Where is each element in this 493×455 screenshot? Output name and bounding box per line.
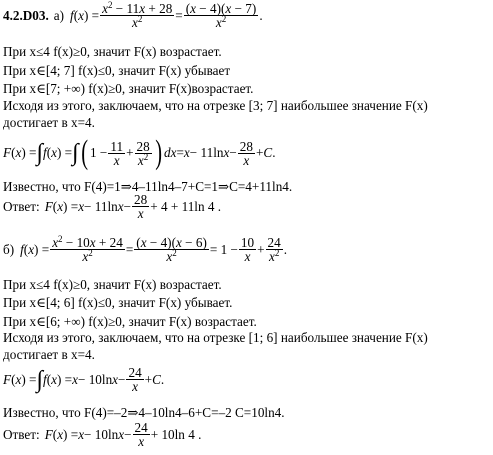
- part-b-formula: б) f ( x ) = $\frac{x^2 - 10x + 24}{x^2}$ = $\frac{(x - 4)(x - 6)}{x^2}$ = 1 − $\frac{10}{x}$ + $\frac{24}{x^2}$ .: [3, 234, 288, 264]
- part-b-label: б): [3, 241, 15, 257]
- part-b-line-1: При x≤4 f(x)≥0, значит F(x) возрастает.: [3, 277, 222, 292]
- part-b-line-6: Известно, что F(4)=–2⇒4–10ln4–6+C=–2 C=10ln4.: [3, 405, 285, 420]
- part-a-line-1: При x≤4 f(x)≥0, значит F(x) возрастает.: [3, 44, 222, 59]
- part-b-answer-label: Ответ:: [3, 426, 40, 442]
- part-a-label: а): [53, 7, 65, 23]
- part-a-line-5: достигает в x=4.: [3, 115, 95, 130]
- part-a-formula: 4.2.D03. а) f ( x ) = $\frac{x^2 - 11x + 28}{x^2}$ = $\frac{(x - 4)(x - 7)}{x^2}$ .: [3, 0, 263, 30]
- part-b-line-5: достигает в x=4.: [3, 347, 95, 362]
- part-a-answer-label: Ответ:: [3, 198, 40, 214]
- part-a-line-4: Исходя из этого, заключаем, что на отрезке [3; 7] наибольшее значение F(x): [3, 98, 428, 113]
- part-b-line-3: При x∈[6; +∞) f(x)≥0, значит F(x) возрастает.: [3, 314, 257, 329]
- part-a-line-6: Известно, что F(4)=1⇒4–11ln4–7+C=1⇒C=4+11ln4.: [3, 179, 293, 194]
- part-a-integral: F ( x ) = ∫ f ( x ) = ∫ ( 1 − $\frac{11}{x}$ + $\frac{28}{x^2}$ ) dx = x − 11ln x − $\frac{28}{x}$ + C .: [3, 134, 276, 171]
- part-b-answer: Ответ: F ( x ) = x − 10ln x − $\frac{24}{x}$ + 10ln 4 .: [3, 420, 202, 449]
- part-a-line-3: При x∈[7; +∞) f(x)≥0, значит F(x)возрастает.: [3, 81, 254, 96]
- part-a-answer: Ответ: F ( x ) = x − 11ln x − $\frac{28}{x}$ + 4 + 11ln 4 .: [3, 192, 222, 221]
- problem-number: 4.2.D03.: [3, 7, 49, 23]
- part-b-line-2: При x∈[4; 6] f(x)≤0, значит F(x) убывает.: [3, 295, 233, 310]
- part-b-integral: F ( x ) = ∫ f ( x ) = x − 10ln x − $\frac{24}{x}$ + C .: [3, 365, 165, 394]
- part-a-line-2: При x∈[4; 7] f(x)≤0, значит F(x) убывает: [3, 63, 231, 78]
- part-b-line-4: Исходя из этого, заключаем, что на отрезке [1; 6] наибольшее значение F(x): [3, 330, 428, 345]
